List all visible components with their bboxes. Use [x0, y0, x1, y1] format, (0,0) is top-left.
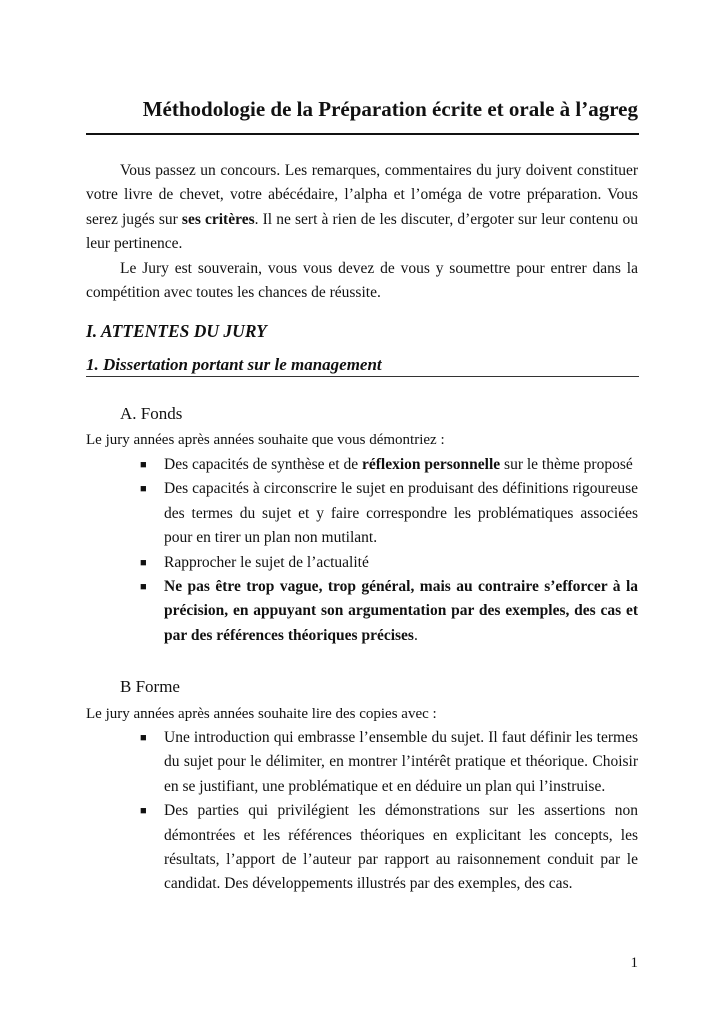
part-b-lead: Le jury années après années souhaite lire des copies avec : — [86, 706, 437, 722]
text-run: Rapprocher le sujet de l’actualité — [164, 553, 369, 571]
part-a-heading: A. Fonds — [120, 404, 183, 423]
text-run: . — [413, 626, 418, 644]
subsection-divider — [86, 376, 639, 377]
text-run: Des capacités de synthèse et de — [164, 456, 362, 473]
text-run: Des parties qui privilégient les démonstrations sur les assertions non démontrées et les références théoriques en explicitant les concepts, les résultats, l’apport de l’auteur par rapport au raisonnement conduit par le candidat. Des développements illustrés par des exemples, des cas. — [164, 802, 638, 893]
text-run: Le Jury est souverain, vous vous devez de vous y soumettre pour entrer dans la compétition avec toutes les chances de réussite. — [86, 259, 638, 302]
section-heading: I. ATTENTES DU JURY — [86, 321, 267, 341]
subsection-heading: 1. Dissertation portant sur le management — [86, 355, 382, 374]
part-b-heading: B Forme — [120, 677, 180, 696]
square-bullet-icon: ■ — [140, 581, 147, 594]
part-a-lead: Le jury années après années souhaite que vous démontriez : — [86, 432, 445, 448]
list-item — [140, 799, 638, 897]
bold-text-run: Ne pas être trop vague, trop général, mais au contraire s’efforcer à la précision, en appuyant son argumentation par des exemples, des cas et par des références théoriques précises — [164, 578, 638, 644]
bold-text-run: réflexion personnelle — [361, 456, 501, 473]
list-item-text — [164, 802, 638, 892]
list-item — [140, 477, 638, 550]
square-bullet-icon: ■ — [140, 732, 147, 744]
page-number: 1 — [630, 955, 638, 971]
square-bullet-icon: ■ — [140, 483, 147, 496]
intro-paragraph — [86, 159, 638, 257]
part-a-bullet-list — [140, 453, 638, 648]
document-title: Méthodologie de la Préparation écrite et orale à l’agreg — [142, 97, 638, 121]
list-item-text — [164, 456, 633, 473]
text-run: Une introduction qui embrasse l’ensemble du sujet. Il faut définir les termes du sujet pour le délimiter, en montrer l’intérêt pratique et théorique. Choisir en se justifiant, une problématique et en déduire un plan qui l’instruise. — [164, 729, 638, 795]
list-item — [140, 551, 638, 575]
list-item — [140, 726, 638, 799]
text-run: . Il ne sert à rien de les discuter, d’ergoter sur leur contenu ou leur pertinence. — [86, 210, 639, 253]
list-item-text — [164, 480, 638, 546]
list-item-text — [164, 554, 369, 571]
intro-section — [86, 159, 638, 305]
list-item — [140, 575, 638, 648]
bold-text-run: ses critères — [181, 210, 255, 228]
square-bullet-icon: ■ — [140, 805, 147, 818]
list-item-text — [164, 729, 638, 795]
text-run: sur le thème proposé — [500, 456, 633, 473]
square-bullet-icon: ■ — [140, 556, 147, 569]
list-item — [140, 453, 638, 477]
intro-paragraph — [86, 257, 638, 306]
list-item-text — [164, 578, 638, 644]
part-b-bullet-list — [140, 726, 638, 897]
title-divider — [86, 133, 639, 135]
text-run: Des capacités à circonscrire le sujet en produisant des définitions rigoureuse des termes du sujet et y faire correspondre les problématiques associées pour en tirer un plan non mutilant. — [164, 480, 638, 547]
text-run: Vous passez un concours. Les remarques, commentaires du jury doivent constituer votre livre de chevet, votre abécédaire, l’alpha et l’oméga de votre préparation. Vous serez jugés sur — [86, 162, 638, 228]
square-bullet-icon: ■ — [140, 459, 147, 471]
